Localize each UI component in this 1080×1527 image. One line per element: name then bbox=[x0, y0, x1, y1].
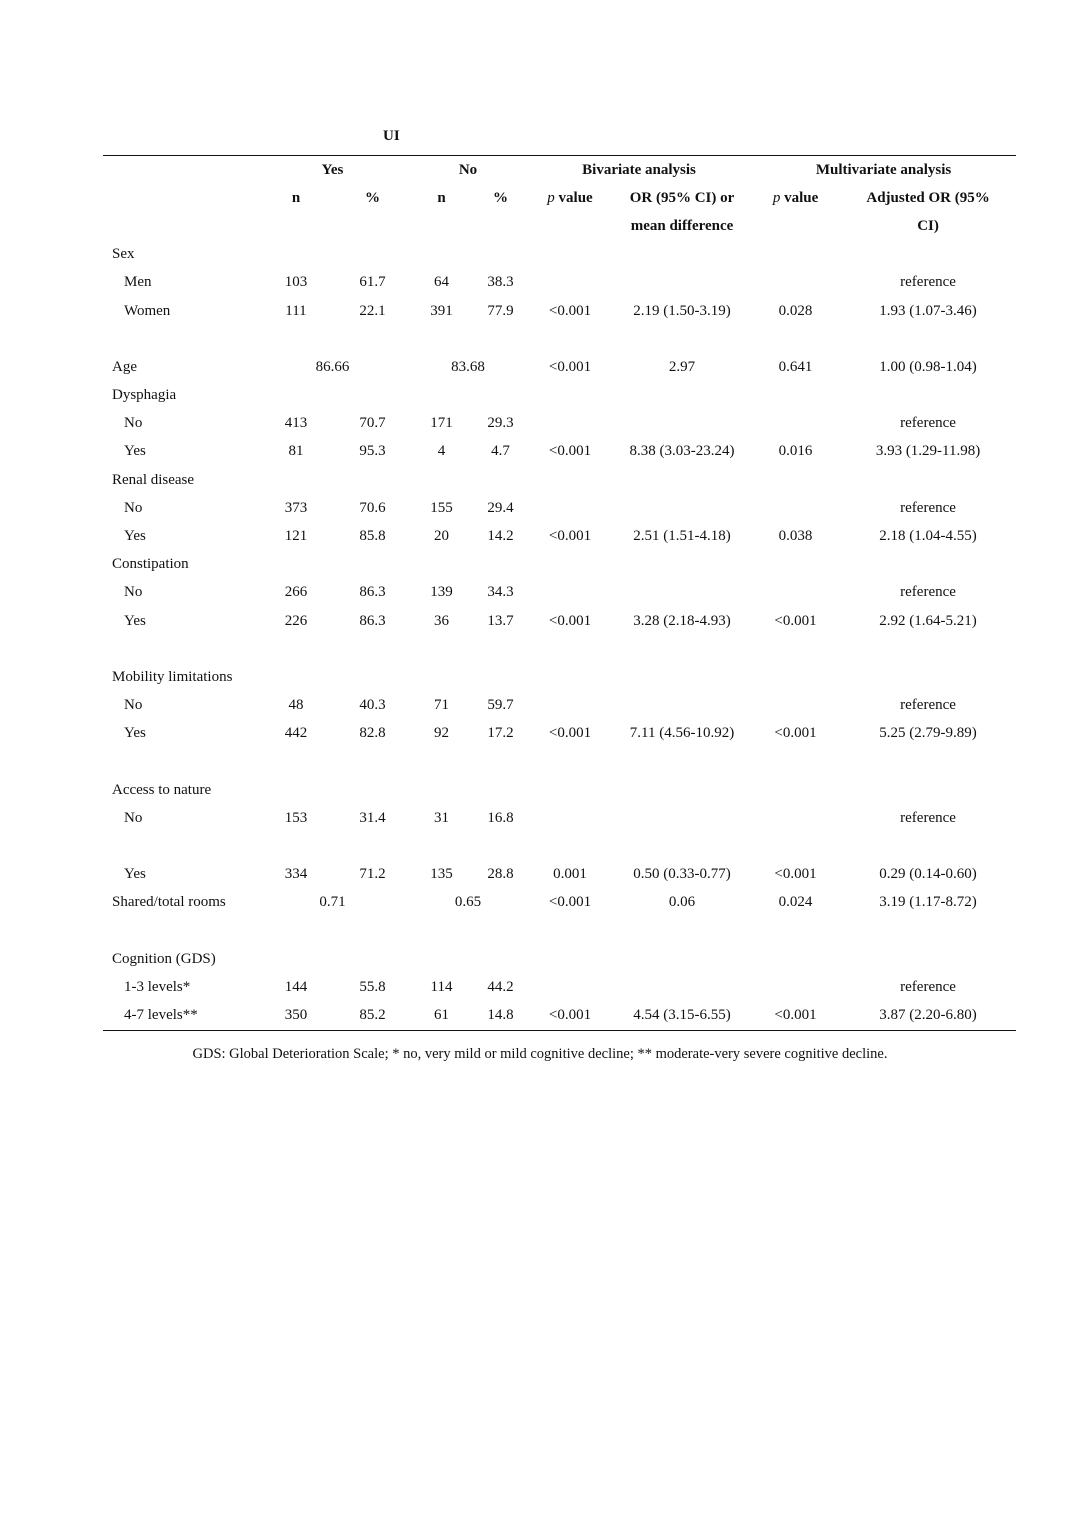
multivariate-or: 1.00 (0.98-1.04) bbox=[879, 358, 977, 375]
table-footnote: GDS: Global Deterioration Scale; * no, very mild or mild cognitive decline; ** moderate-very severe cognitive decline. bbox=[192, 1046, 888, 1062]
multivariate-p: 0.038 bbox=[778, 528, 813, 545]
group-row bbox=[103, 776, 1016, 804]
header-mv-p-rest: value bbox=[780, 189, 819, 206]
multivariate-p bbox=[751, 410, 840, 438]
row-label: Shared/total rooms bbox=[112, 894, 226, 911]
results-table bbox=[103, 156, 1016, 1030]
yes-pct: 31.4 bbox=[359, 809, 386, 826]
header-group-yes: Yes bbox=[321, 161, 344, 178]
no-pct: 59.7 bbox=[487, 697, 514, 714]
header-bi-or-line2: mean difference bbox=[630, 217, 734, 234]
bivariate-p: <0.001 bbox=[548, 528, 592, 545]
header-group-bivariate: Bivariate analysis bbox=[582, 161, 696, 178]
spacer-row bbox=[103, 635, 1016, 663]
multivariate-or: 0.29 (0.14-0.60) bbox=[879, 866, 977, 883]
table-title: UI bbox=[383, 128, 400, 144]
yes-pct: 70.6 bbox=[359, 499, 386, 516]
spacer-row bbox=[103, 325, 1016, 353]
yes-pct: 71.2 bbox=[359, 866, 386, 883]
no-pct: 14.2 bbox=[487, 528, 514, 545]
header-col-row-2 bbox=[103, 212, 1016, 240]
no-pct: 38.3 bbox=[487, 274, 514, 291]
multivariate-or: reference bbox=[900, 809, 956, 826]
bivariate-or bbox=[613, 410, 751, 438]
spacer-cell bbox=[103, 917, 1016, 945]
no-n: 114 bbox=[430, 979, 453, 996]
yes-pct: 55.8 bbox=[359, 979, 386, 996]
multivariate-p bbox=[751, 804, 840, 832]
header-bi-p-italic: p bbox=[547, 189, 555, 206]
bivariate-or bbox=[613, 804, 751, 832]
yes-pct: 86.3 bbox=[359, 584, 386, 601]
bivariate-or bbox=[613, 494, 751, 522]
row-label: Age bbox=[112, 358, 137, 375]
yes-pct: 82.8 bbox=[359, 725, 386, 742]
no-pct: 16.8 bbox=[487, 809, 514, 826]
row-label: No bbox=[124, 584, 143, 601]
multivariate-or: 2.18 (1.04-4.55) bbox=[879, 528, 977, 545]
group-label: Sex bbox=[112, 246, 135, 263]
bivariate-or: 2.19 (1.50-3.19) bbox=[633, 302, 731, 319]
yes-n: 48 bbox=[288, 697, 304, 714]
multivariate-p bbox=[751, 269, 840, 297]
row-label: No bbox=[124, 415, 143, 432]
header-group-row bbox=[103, 156, 1016, 184]
header-no-pct: % bbox=[493, 189, 509, 206]
bivariate-p bbox=[527, 692, 613, 720]
no-pct: 28.8 bbox=[487, 866, 514, 883]
row-label: No bbox=[124, 809, 143, 826]
group-label: Cognition (GDS) bbox=[112, 950, 216, 967]
yes-n: 144 bbox=[284, 979, 308, 996]
multivariate-or: reference bbox=[900, 415, 956, 432]
spacer-row bbox=[103, 833, 1016, 861]
yes-pct: 85.8 bbox=[359, 528, 386, 545]
yes-n: 121 bbox=[284, 528, 308, 545]
results-table-wrapper bbox=[103, 155, 1016, 1031]
bivariate-p bbox=[527, 494, 613, 522]
yes-value: 86.66 bbox=[315, 358, 350, 375]
table-row bbox=[103, 692, 1016, 720]
header-bi-or-line1: OR (95% CI) or bbox=[629, 189, 735, 206]
header-group-no: No bbox=[458, 161, 478, 178]
multivariate-or: 3.87 (2.20-6.80) bbox=[879, 1007, 977, 1024]
no-pct: 13.7 bbox=[487, 612, 514, 629]
table-row bbox=[103, 861, 1016, 889]
spacer-cell bbox=[103, 635, 1016, 663]
bivariate-p: <0.001 bbox=[548, 725, 592, 742]
yes-value: 0.71 bbox=[319, 894, 346, 911]
yes-n: 111 bbox=[285, 302, 307, 319]
no-n: 171 bbox=[430, 415, 453, 432]
yes-pct: 85.2 bbox=[359, 1007, 386, 1024]
multivariate-or: 5.25 (2.79-9.89) bbox=[879, 725, 977, 742]
group-label: Constipation bbox=[112, 556, 189, 573]
no-n: 64 bbox=[434, 274, 450, 291]
multivariate-or: 3.93 (1.29-11.98) bbox=[875, 443, 981, 460]
yes-n: 442 bbox=[284, 725, 308, 742]
no-n: 391 bbox=[430, 302, 453, 319]
table-row bbox=[103, 804, 1016, 832]
header-mv-or-line1: Adjusted OR (95% bbox=[866, 189, 990, 206]
group-row bbox=[103, 466, 1016, 494]
row-label: Yes bbox=[124, 866, 146, 883]
multivariate-p: 0.016 bbox=[778, 443, 813, 460]
bivariate-p: <0.001 bbox=[548, 1007, 592, 1024]
bivariate-p bbox=[527, 973, 613, 1001]
bivariate-or bbox=[613, 579, 751, 607]
yes-n: 103 bbox=[284, 274, 308, 291]
multivariate-p bbox=[751, 973, 840, 1001]
no-pct: 29.3 bbox=[487, 415, 514, 432]
bivariate-p bbox=[527, 410, 613, 438]
group-label: Access to nature bbox=[112, 781, 212, 798]
multivariate-or: reference bbox=[900, 274, 956, 291]
row-label: 1-3 levels* bbox=[124, 979, 191, 996]
table-row bbox=[103, 607, 1016, 635]
multivariate-p: 0.024 bbox=[778, 894, 813, 911]
table-row bbox=[103, 438, 1016, 466]
bivariate-or: 2.97 bbox=[668, 358, 696, 375]
multivariate-p bbox=[751, 692, 840, 720]
group-row bbox=[103, 382, 1016, 410]
no-n: 71 bbox=[434, 697, 450, 714]
table-row bbox=[103, 889, 1016, 917]
header-mv-p-italic: p bbox=[772, 189, 781, 206]
no-n: 155 bbox=[430, 499, 453, 516]
bivariate-or: 0.50 (0.33-0.77) bbox=[633, 866, 731, 883]
table-row bbox=[103, 579, 1016, 607]
no-value: 83.68 bbox=[451, 358, 485, 375]
bivariate-p: <0.001 bbox=[548, 443, 592, 460]
bivariate-p bbox=[527, 579, 613, 607]
no-n: 135 bbox=[430, 866, 453, 883]
bivariate-or bbox=[613, 269, 751, 297]
multivariate-or: 2.92 (1.64-5.21) bbox=[879, 612, 977, 629]
multivariate-p: <0.001 bbox=[774, 612, 817, 629]
bivariate-or: 0.06 bbox=[668, 894, 696, 911]
header-col-row-1 bbox=[103, 184, 1016, 212]
row-label: Yes bbox=[124, 528, 146, 545]
table-row bbox=[103, 494, 1016, 522]
yes-n: 350 bbox=[284, 1007, 308, 1024]
multivariate-or: reference bbox=[900, 499, 956, 516]
row-label: 4-7 levels** bbox=[124, 1007, 198, 1024]
header-no-n: n bbox=[437, 189, 446, 206]
row-label: No bbox=[124, 697, 143, 714]
multivariate-or: 3.19 (1.17-8.72) bbox=[879, 894, 977, 911]
multivariate-or: reference bbox=[900, 979, 956, 996]
row-label: Yes bbox=[124, 443, 146, 460]
spacer-row bbox=[103, 748, 1016, 776]
yes-pct: 22.1 bbox=[359, 302, 386, 319]
no-pct: 14.8 bbox=[487, 1007, 514, 1024]
no-pct: 29.4 bbox=[487, 499, 514, 516]
header-bi-p-rest: value bbox=[554, 189, 593, 206]
multivariate-or: reference bbox=[900, 584, 956, 601]
bivariate-p bbox=[527, 269, 613, 297]
row-label: Men bbox=[124, 274, 152, 291]
table-row bbox=[103, 720, 1016, 748]
bivariate-or: 8.38 (3.03-23.24) bbox=[629, 443, 735, 460]
group-label: Mobility limitations bbox=[112, 668, 233, 685]
yes-n: 373 bbox=[284, 499, 308, 516]
table-row bbox=[103, 410, 1016, 438]
table-row bbox=[103, 1002, 1016, 1030]
bivariate-or: 4.54 (3.15-6.55) bbox=[633, 1007, 731, 1024]
yes-n: 413 bbox=[284, 415, 308, 432]
bivariate-p: <0.001 bbox=[548, 612, 592, 629]
yes-pct: 86.3 bbox=[359, 612, 386, 629]
no-n: 4 bbox=[437, 443, 446, 460]
bivariate-or bbox=[613, 692, 751, 720]
yes-pct: 40.3 bbox=[359, 697, 386, 714]
multivariate-p: 0.641 bbox=[778, 358, 813, 375]
no-pct: 17.2 bbox=[487, 725, 514, 742]
group-row bbox=[103, 551, 1016, 579]
table-header bbox=[103, 156, 1016, 241]
no-n: 20 bbox=[434, 528, 450, 545]
yes-pct: 95.3 bbox=[359, 443, 386, 460]
header-mv-p bbox=[751, 184, 840, 212]
yes-n: 153 bbox=[284, 809, 308, 826]
yes-pct: 70.7 bbox=[359, 415, 386, 432]
no-value: 0.65 bbox=[454, 894, 482, 911]
table-row bbox=[103, 973, 1016, 1001]
bivariate-or: 7.11 (4.56-10.92) bbox=[629, 725, 735, 742]
multivariate-or: reference bbox=[900, 697, 956, 714]
table-row bbox=[103, 297, 1016, 325]
bivariate-or: 2.51 (1.51-4.18) bbox=[633, 528, 731, 545]
spacer-row bbox=[103, 917, 1016, 945]
spacer-cell bbox=[103, 748, 1016, 776]
bivariate-p: <0.001 bbox=[548, 302, 592, 319]
header-bi-p bbox=[527, 184, 613, 212]
group-label: Renal disease bbox=[112, 471, 195, 488]
multivariate-p: 0.028 bbox=[778, 302, 813, 319]
header-mv-or-line2: CI) bbox=[917, 217, 939, 234]
table-row bbox=[103, 269, 1016, 297]
bivariate-p bbox=[527, 804, 613, 832]
header-yes-pct: % bbox=[365, 189, 380, 206]
multivariate-p: <0.001 bbox=[774, 1007, 817, 1024]
no-pct: 4.7 bbox=[491, 443, 510, 460]
table-row bbox=[103, 353, 1016, 381]
group-label: Dysphagia bbox=[112, 387, 177, 404]
row-label: Yes bbox=[124, 612, 146, 629]
no-n: 61 bbox=[434, 1007, 450, 1024]
yes-pct: 61.7 bbox=[359, 274, 386, 291]
multivariate-p bbox=[751, 494, 840, 522]
bivariate-p: 0.001 bbox=[553, 866, 587, 883]
bivariate-or: 3.28 (2.18-4.93) bbox=[633, 612, 731, 629]
header-yes-n: n bbox=[291, 189, 301, 206]
no-n: 92 bbox=[434, 725, 450, 742]
spacer-cell bbox=[103, 833, 1016, 861]
multivariate-p: <0.001 bbox=[774, 866, 817, 883]
group-row bbox=[103, 945, 1016, 973]
group-row bbox=[103, 663, 1016, 691]
header-group-multivariate: Multivariate analysis bbox=[815, 161, 952, 178]
row-label: Yes bbox=[124, 725, 146, 742]
row-label: No bbox=[124, 499, 143, 516]
spacer-cell bbox=[103, 325, 1016, 353]
row-label: Women bbox=[124, 302, 171, 319]
no-n: 139 bbox=[430, 584, 453, 601]
yes-n: 226 bbox=[284, 612, 308, 629]
no-pct: 44.2 bbox=[487, 979, 514, 996]
yes-n: 334 bbox=[284, 866, 308, 883]
no-pct: 34.3 bbox=[487, 584, 514, 601]
bivariate-or bbox=[613, 973, 751, 1001]
table-body bbox=[103, 241, 1016, 1030]
bivariate-p: <0.001 bbox=[548, 358, 592, 375]
no-pct: 77.9 bbox=[487, 302, 514, 319]
yes-n: 81 bbox=[288, 443, 304, 460]
bivariate-p: <0.001 bbox=[548, 894, 592, 911]
multivariate-p bbox=[751, 579, 840, 607]
bottom-rule bbox=[103, 1030, 1016, 1031]
no-n: 36 bbox=[434, 612, 450, 629]
table-row bbox=[103, 522, 1016, 550]
no-n: 31 bbox=[434, 809, 450, 826]
multivariate-p: <0.001 bbox=[774, 725, 817, 742]
yes-n: 266 bbox=[284, 584, 308, 601]
multivariate-or: 1.93 (1.07-3.46) bbox=[879, 302, 977, 319]
group-row bbox=[103, 241, 1016, 269]
